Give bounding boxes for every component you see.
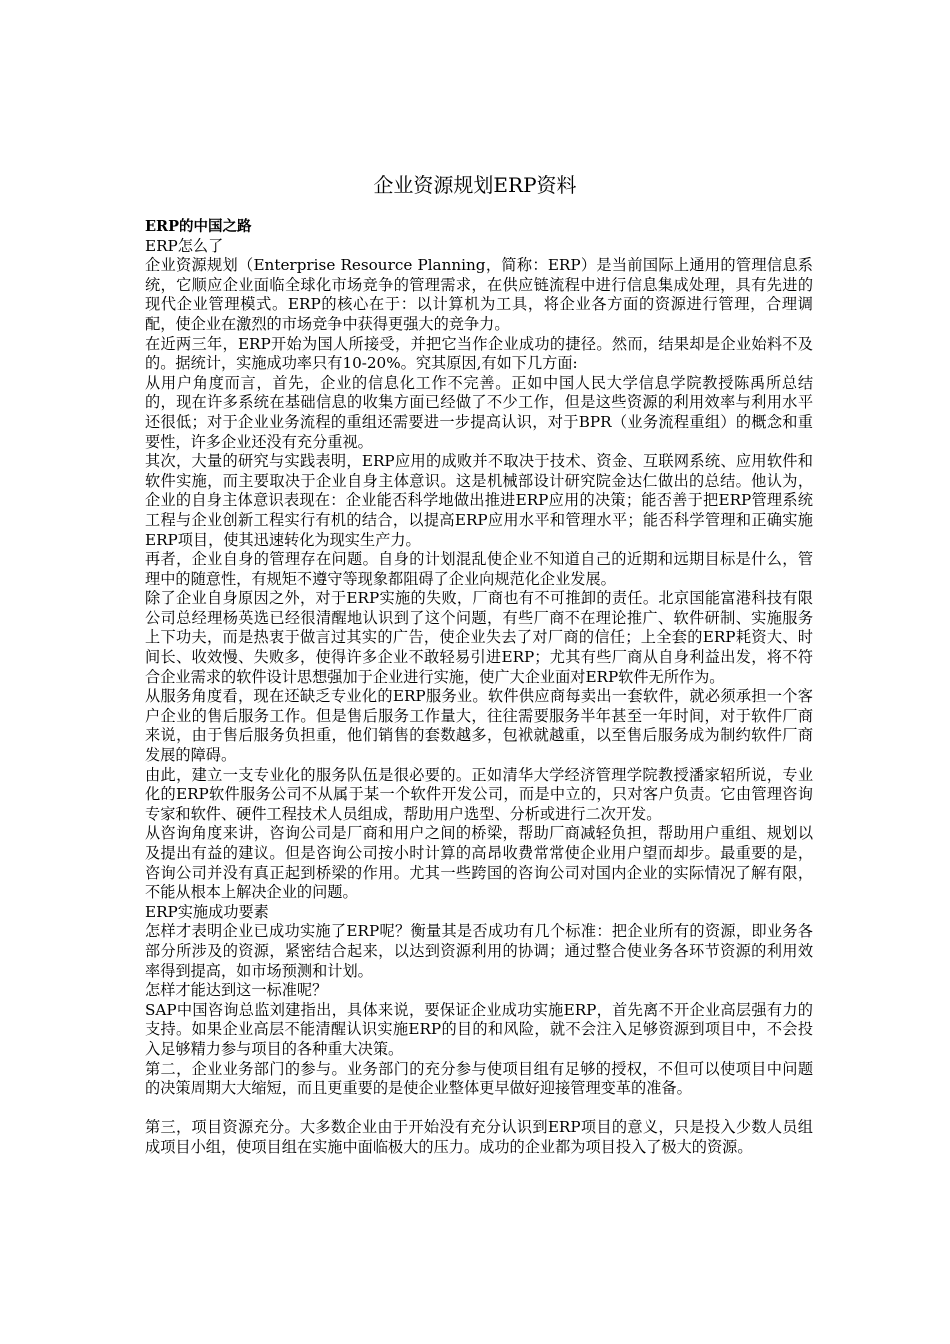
body-paragraph: 第二，企业业务部门的参与。业务部门的充分参与使项目组有足够的授权，不但可以使项目中问题的决策周期大大缩短，而且更重要的是使企业整体更早做好迎接管理变革的准备。 xyxy=(145,1059,813,1098)
document-title: 企业资源规划ERP资料 xyxy=(373,173,577,197)
section-heading: ERP的中国之路 xyxy=(145,218,252,235)
body-paragraph: 企业资源规划（Enterprise Resource Planning，简称：ERP）是当前国际上通用的管理信息系统，它顺应企业面临全球化市场竞争的管理需求，在供应链流程中进行信息集成处理，具有先进的现代企业管理模式。ERP的核心在于：以计算机为工具，将企业各方面的资源进行管理，合理调配，使企业在激烈的市场竞争中获得更强大的竞争力。 xyxy=(145,256,813,333)
body-paragraph: 由此，建立一支专业化的服务队伍是很必要的。正如清华大学经济管理学院教授潘家轺所说，专业化的ERP软件服务公司不从属于某一个软件开发公司，而是中立的，只对客户负责。它由管理咨询专家和软件、硬件工程技术人员组成，帮助用户选型、分析或进行二次开发。 xyxy=(145,765,813,823)
body-paragraph: 从用户角度而言，首先，企业的信息化工作不完善。正如中国人民大学信息学院教授陈禹所总结的，现在许多系统在基础信息的收集方面已经做了不少工作，但是这些资源的利用效率与利用水平还很低；对于企业业务流程的重组还需要进一步提高认识，对于BPR（业务流程重组）的概念和重要性，许多企业还没有充分重视。 xyxy=(145,373,813,451)
blank-line xyxy=(145,1099,813,1119)
body-paragraph: 再者，企业自身的管理存在问题。自身的计划混乱使企业不知道自己的近期和远期目标是什么，管理中的随意性，有规矩不遵守等现象都阻碍了企业向规范化企业发展。 xyxy=(145,550,813,588)
subsection-heading: ERP怎么了 xyxy=(145,236,224,255)
body-paragraph: SAP中国咨询总监刘建指出，具体来说，要保证企业成功实施ERP，首先离不开企业高层强有力的支持。如果企业高层不能清醒认识实施ERP的目的和风险，就不会注入足够资源到项目中，不会投入足够精力参与项目的各种重大决策。 xyxy=(145,1000,813,1058)
subsection-heading: ERP实施成功要素 xyxy=(145,902,269,921)
body-paragraph: 从咨询角度来讲，咨询公司是厂商和用户之间的桥梁，帮助厂商减轻负担，帮助用户重组、规划以及提出有益的建议。但是咨询公司按小时计算的高昂收费常常使企业用户望而却步。最重要的是，咨询公司并没有真正起到桥梁的作用。尤其一些跨国的咨询公司对国内企业的实际情况了解有限，不能从根本上解决企业的问题。 xyxy=(145,824,813,902)
body-paragraph: 从服务角度看，现在还缺乏专业化的ERP服务业。软件供应商每卖出一套软件，就必须承担一个客户企业的售后服务工作。但是售后服务工作量大，往往需要服务半年甚至一年时间，对于软件厂商来说，由于售后服务负担重，他们销售的套数越多，包袱就越重，以至售后服务成为制约软件厂商发展的障碍。 xyxy=(145,687,813,765)
body-paragraph: 在近两三年，ERP开始为国人所接受，并把它当作企业成功的捷径。然而，结果却是企业始料不及的。据统计，实施成功率只有10-20%。究其原因,有如下几方面: xyxy=(145,334,813,373)
body-paragraph: 怎样才表明企业已成功实施了ERP呢？衡量其是否成功有几个标准：把企业所有的资源，即业务各部分所涉及的资源，紧密结合起来，以达到资源利用的协调；通过整合使业务各环节资源的利用效率得到提高，如市场预测和计划。 xyxy=(145,922,813,980)
body-paragraph: 怎样才能达到这一标准呢？ xyxy=(145,981,328,1000)
body-paragraph: 其次，大量的研究与实践表明，ERP应用的成败并不取决于技术、资金、互联网系统、应用软件和软件实施，而主要取决于企业自身主体意识。这是机械部设计研究院金达仁做出的总结。他认为，企业的自身主体意识表现在：企业能否科学地做出推进ERP应用的决策；能否善于把ERP管理系统工程与企业创新工程实行有机的结合，以提高ERP应用水平和管理水平；能否科学管理和正确实施ERP项目，使其迅速转化为现实生产力。 xyxy=(145,452,813,549)
body-paragraph: 除了企业自身原因之外，对于ERP实施的失败，厂商也有不可推卸的责任。北京国能富港科技有限公司总经理杨英选已经很清醒地认识到了这个问题，有些厂商不在理论推广、软件研制、实施服务上下功夫，而是热衷于做言过其实的广告，使企业失去了对厂商的信任；上全套的ERP耗资大、时间长、收效慢、失败多，使得许多企业不敢轻易引进ERP；尤其有些厂商从自身利益出发，将不符合企业需求的软件设计思想强加于企业进行实施，使广大企业面对ERP软件无所作为。 xyxy=(145,589,813,686)
document-body xyxy=(145,217,813,1158)
body-paragraph: 第三，项目资源充分。大多数企业由于开始没有充分认识到ERP项目的意义，只是投入少数人员组成项目小组，使项目组在实施中面临极大的压力。成功的企业都为项目投入了极大的资源。 xyxy=(145,1118,813,1156)
